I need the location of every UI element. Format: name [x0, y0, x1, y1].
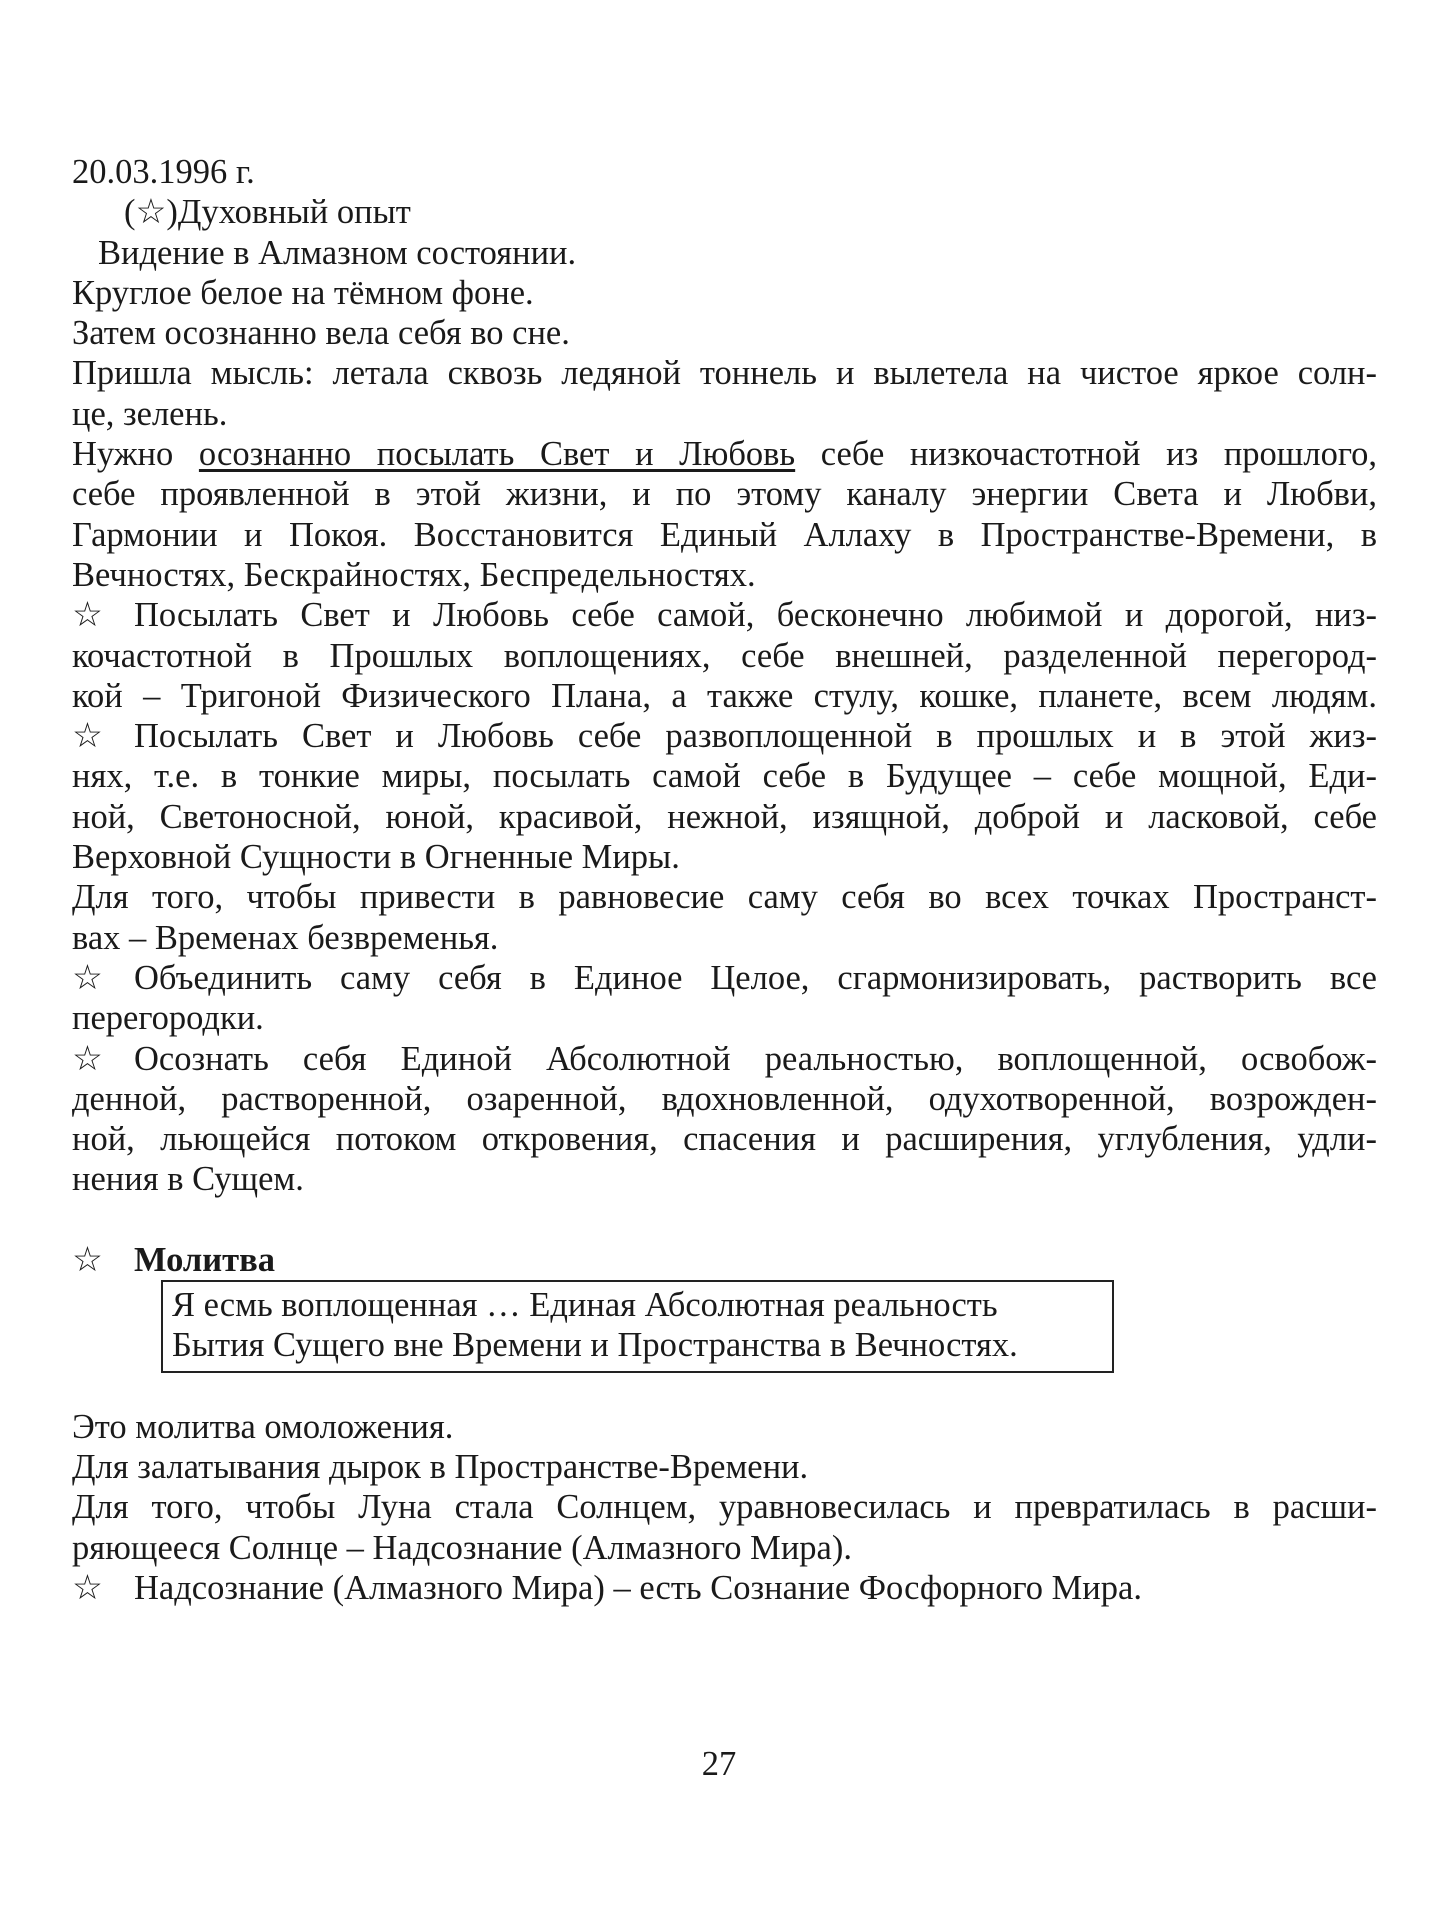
prayer-heading: [72, 1240, 1377, 1280]
entry-date: 20.03.1996 г.: [72, 153, 255, 191]
paragraph-line: кочастотной в Прошлых воплощениях, себе внешней, разделенной перегород-: [72, 636, 1377, 675]
paragraph-line: ряющееся Солнце – Надсознание (Алмазного Мира).: [72, 1528, 852, 1567]
paragraph-line: Для того, чтобы Луна стала Солнцем, уравновесилась и превратилась в расши-: [72, 1488, 1377, 1527]
paragraph-line: Круглое белое на тёмном фоне.: [72, 273, 534, 312]
prayer-title: Молитва: [134, 1240, 275, 1279]
paragraph-line: Видение в Алмазном состоянии.: [98, 233, 577, 272]
paragraph-line: Гармонии и Покоя. Восстановится Единый Аллаху в Пространстве-Времени, в: [72, 515, 1377, 554]
bullet-line: [72, 1568, 1377, 1608]
bullet-text: Объединить саму себя в Единое Целое, сгармонизировать, растворить все: [134, 958, 1377, 997]
paragraph-line: нях, т.е. в тонкие миры, посылать самой себе в Будущее – себе мощной, Еди-: [72, 757, 1377, 796]
paragraph-line: ной, льющейся потоком откровения, спасения и расширения, углубления, удли-: [72, 1120, 1377, 1159]
bullet-text: Осознать себя Единой Абсолютной реальностью, воплощенной, освобож-: [134, 1039, 1377, 1078]
paragraph-line: Верховной Сущности в Огненные Миры.: [72, 838, 680, 877]
text-body: [72, 152, 1377, 1608]
bullet-line: [72, 716, 1377, 756]
star-icon: ☆: [72, 1039, 103, 1078]
section-heading: (☆)Духовный опыт: [124, 193, 411, 232]
paragraph-line: себе проявленной в этой жизни, и по этому каналу энергии Света и Любви,: [72, 475, 1377, 514]
bullet-line: [72, 595, 1377, 635]
star-icon: ☆: [72, 596, 103, 635]
star-icon: ☆: [72, 1568, 103, 1607]
prayer-line: Бытия Сущего вне Времени и Пространства в Вечностях.: [172, 1326, 1018, 1365]
star-icon: ☆: [72, 958, 103, 997]
paragraph-line: Затем осознанно вела себя во сне.: [72, 314, 570, 353]
paragraph-line: це, зелень.: [72, 394, 228, 433]
paragraph-line: Это молитва омоложения.: [72, 1407, 454, 1446]
text-segment: Нужно: [72, 435, 199, 474]
paragraph-line: Вечностях, Бескрайностях, Беспредельностях.: [72, 555, 756, 594]
star-icon: ☆: [72, 717, 103, 756]
paragraph-line: ной, Светоносной, юной, красивой, нежной, изящной, доброй и ласковой, себе: [72, 797, 1377, 836]
prayer-box: [161, 1280, 1114, 1373]
paragraph-line: денной, растворенной, озаренной, вдохновленной, одухотворенной, возрожден-: [72, 1079, 1377, 1118]
paragraph-line: перегородки.: [72, 999, 264, 1038]
bullet-line: [72, 958, 1377, 998]
page-number: 27: [701, 1745, 737, 1783]
spacer: [72, 1373, 1377, 1407]
star-icon: ☆: [72, 1240, 103, 1279]
paragraph-line: кой – Тригоной Физического Плана, а также стулу, кошке, планете, всем людям.: [72, 676, 1377, 715]
paragraph-line: Пришла мысль: летала сквозь ледяной тоннель и вылетела на чистое яркое солн-: [72, 354, 1377, 393]
underlined-phrase: осознанно посылать Свет и Любовь: [198, 435, 796, 474]
bullet-text: Посылать Свет и Любовь себе развоплощенной в прошлых и в этой жиз-: [134, 717, 1377, 756]
bullet-text: Посылать Свет и Любовь себе самой, бесконечно любимой и дорогой, низ-: [134, 596, 1377, 635]
bullet-line: [72, 1039, 1377, 1079]
text-segment: себе низкочастотной из прошлого,: [795, 435, 1377, 474]
bullet-text: Надсознание (Алмазного Мира) – есть Сознание Фосфорного Мира.: [134, 1568, 1142, 1607]
paragraph-line: Для залатывания дырок в Пространстве-Времени.: [72, 1447, 809, 1486]
prayer-line: Я есмь воплощенная … Единая Абсолютная реальность: [172, 1286, 998, 1325]
paragraph-line: [72, 434, 1377, 474]
paragraph-line: Для того, чтобы привести в равновесие саму себя во всех точках Пространст-: [72, 878, 1377, 917]
paragraph-line: нения в Сущем.: [72, 1160, 304, 1199]
paragraph-line: вах – Временах безвременья.: [72, 918, 499, 957]
spacer: [72, 1200, 1377, 1240]
